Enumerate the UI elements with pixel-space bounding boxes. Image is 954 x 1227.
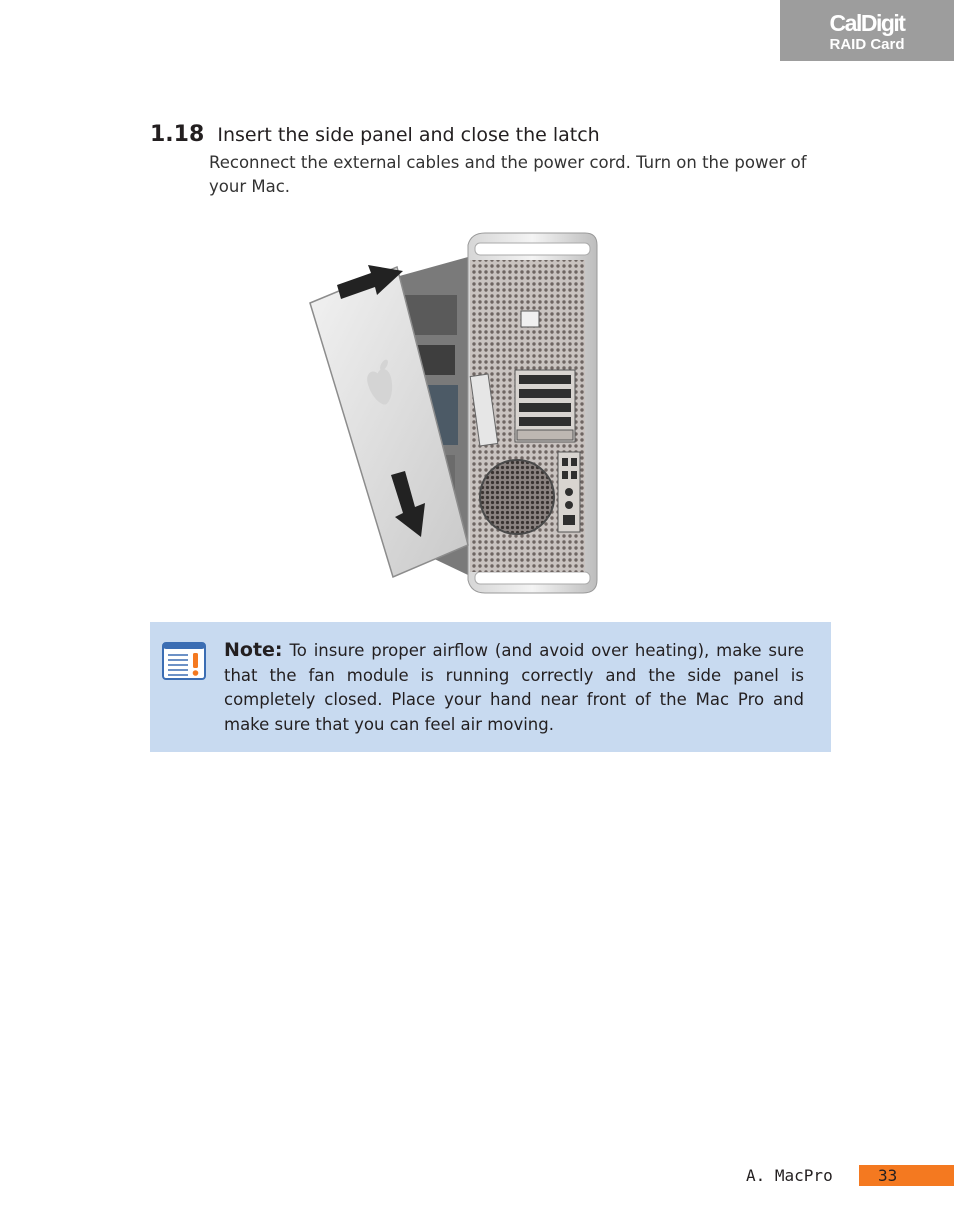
logo-product-text: RAID Card [829,36,905,53]
section-heading [150,120,600,150]
note-warning-icon [162,642,206,680]
note-text [224,638,804,737]
mac-pro-back-panel [470,260,585,572]
caldigit-logo [780,0,954,61]
footer-page-tab [859,1165,954,1186]
mac-pro-side-panel-illustration [285,215,615,610]
section-title: Insert the side panel and close the latch [217,124,600,146]
logo-brand-text: CalDigit [829,10,905,36]
section-body-text: Reconnect the external cables and the power cord. Turn on the power of your Mac. [209,153,807,196]
section-number: 1.18 [150,122,205,147]
footer-section-label: A. MacPro [746,1166,833,1185]
page-number: 33 [878,1166,898,1185]
note-body: To insure proper airflow (and avoid over heating), make sure that the fan module is running correctly and the side panel is completely closed. Place your hand near front of the Mac Pro and make sure that you can feel air moving. [224,641,804,734]
note-label: Note: [224,639,283,661]
note-callout [150,622,831,752]
